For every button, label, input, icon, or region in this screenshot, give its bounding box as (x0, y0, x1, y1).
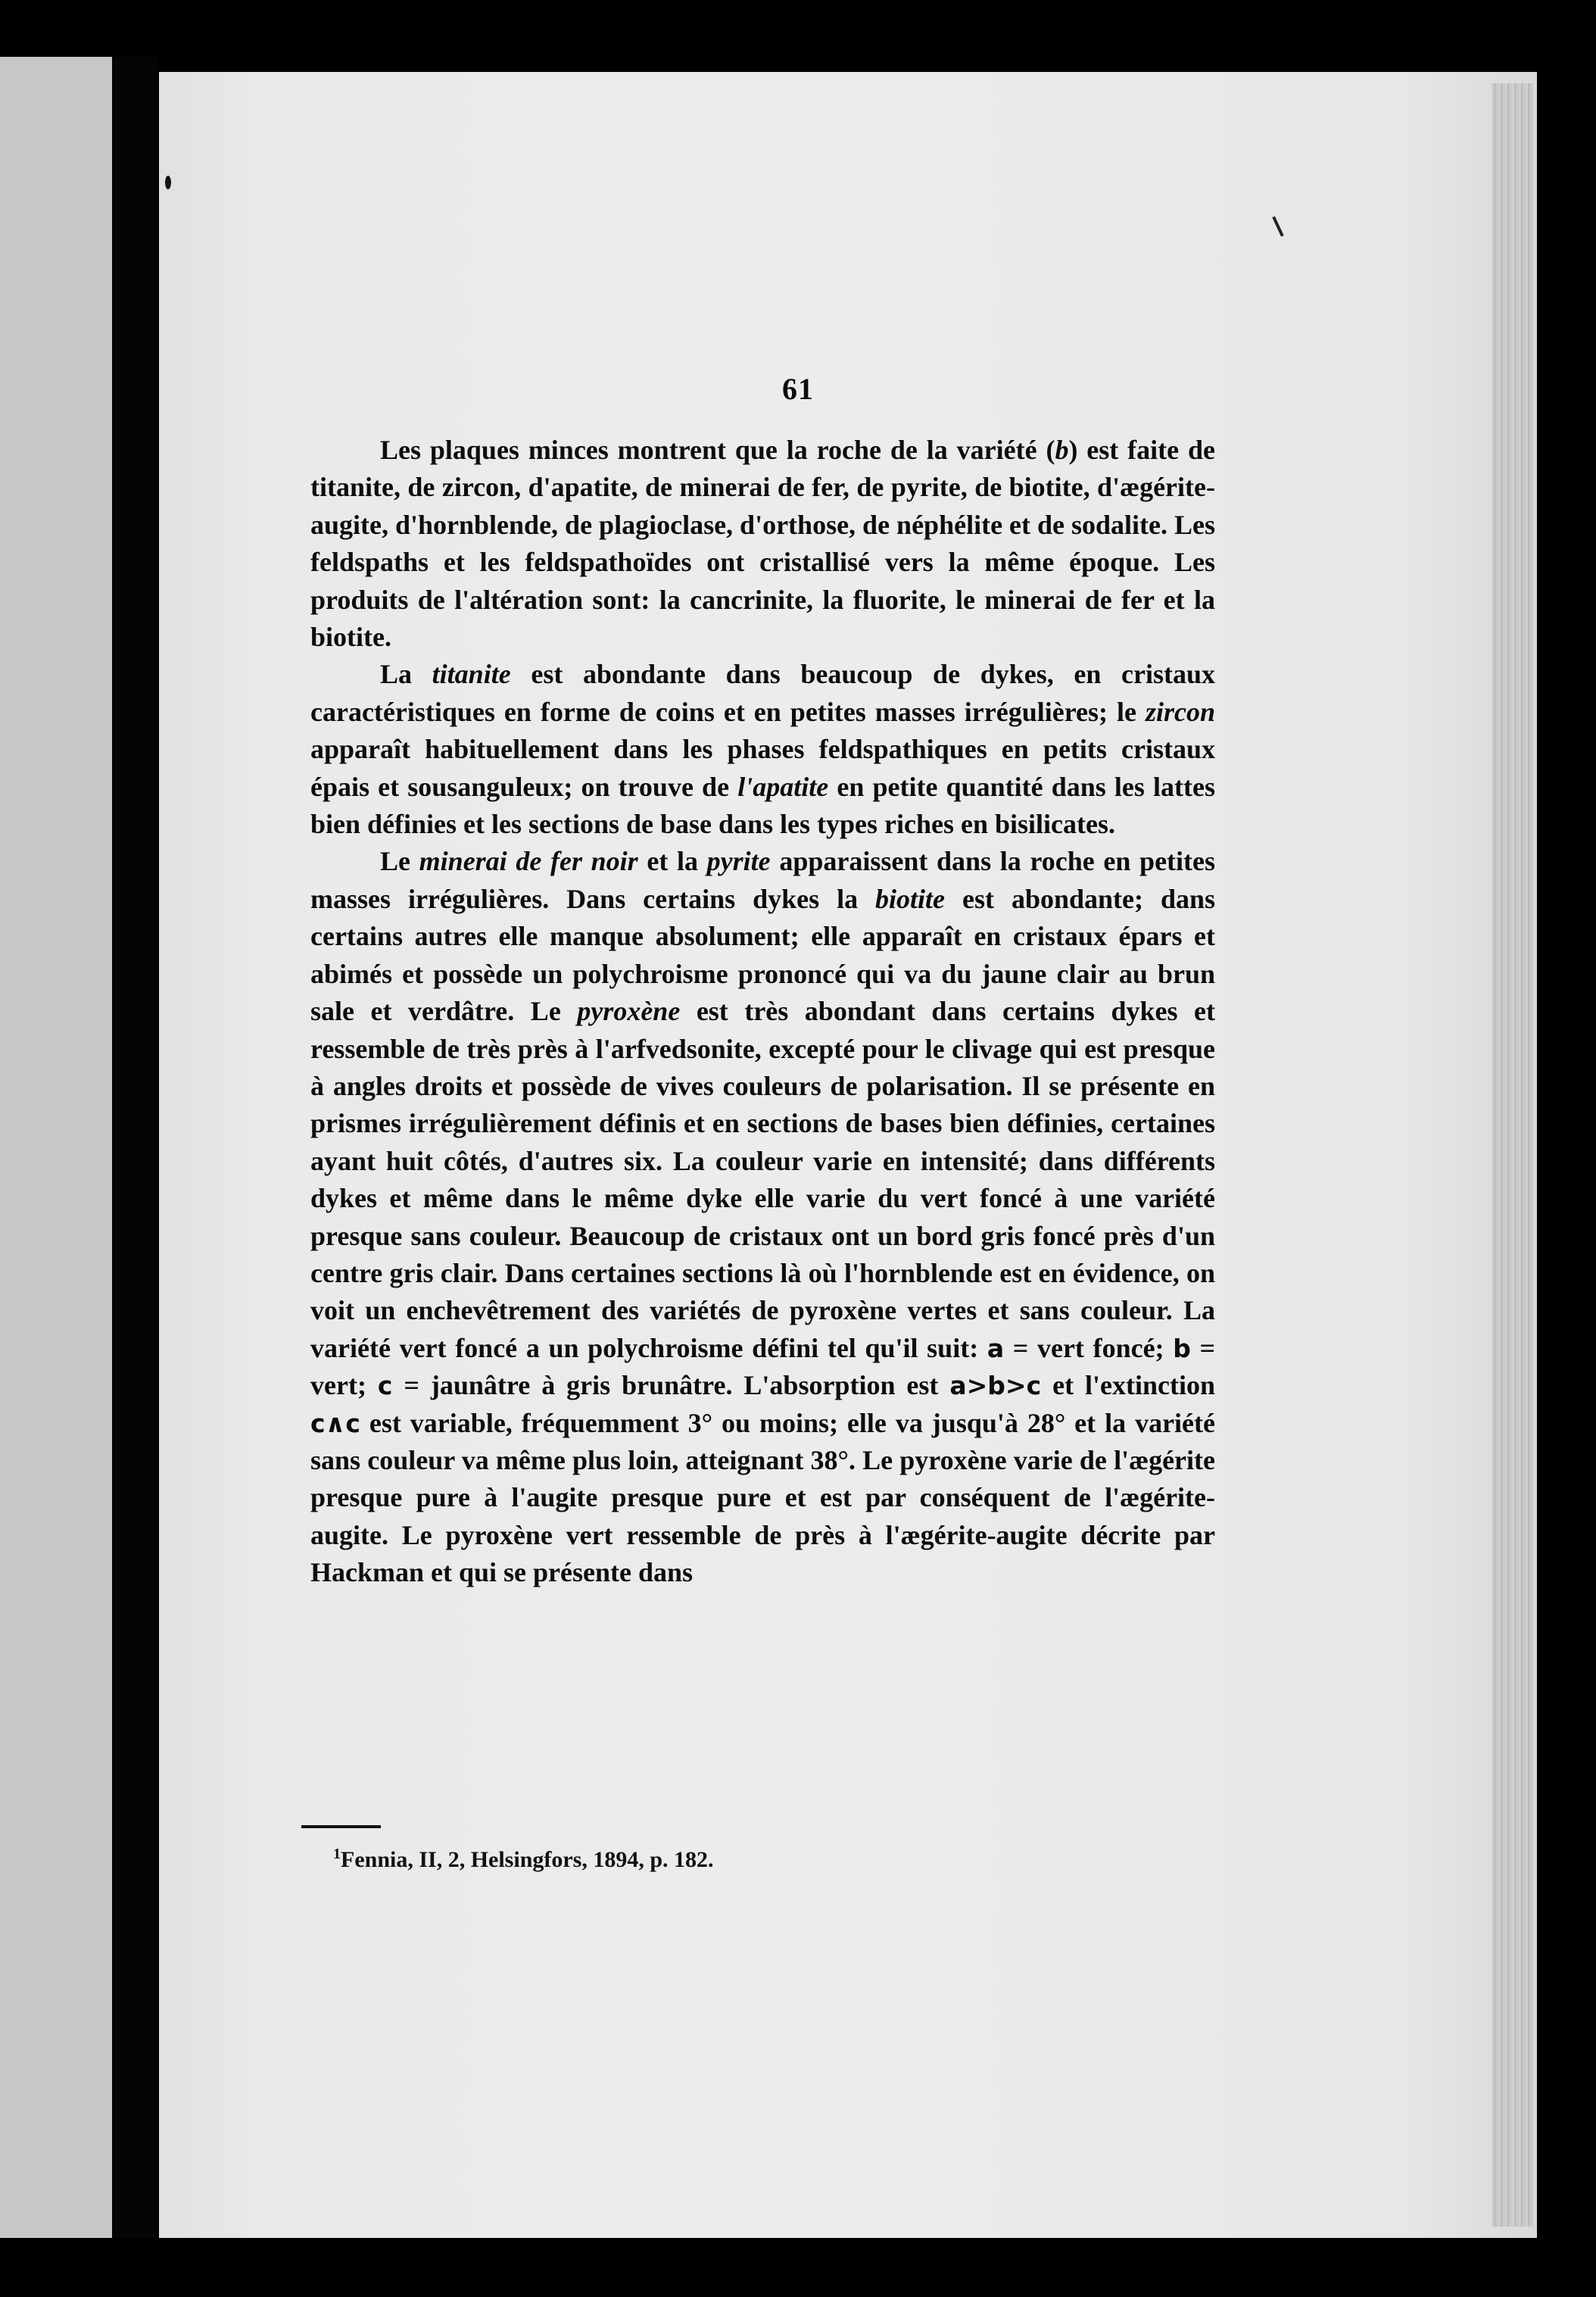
text-run: = jaunâtre à gris brunâtre. L'absorption est (392, 1370, 950, 1401)
text-run: Le (380, 846, 419, 877)
italic-term: minerai de fer noir (419, 846, 638, 877)
text-run: La (380, 659, 432, 690)
paragraph-1 (310, 432, 1215, 656)
italic-term: pyrite (706, 846, 771, 877)
text-run: en petite quantité dans les lattes bien définies et les sections de base dans les types riches en bisilicates. (310, 771, 1215, 840)
paragraph-2 (310, 656, 1215, 843)
text-run: est très abondant dans certains dykes et ressemble de très près à l'arfvedsonite, excepté pour le clivage qui est presque à angles droits et possède de vives couleurs de polarisation. Il se présente en prismes irrégulièrement définis et en sections de bases bien définies, certaines ayant huit côtés, d'autres six. La couleur varie en intensité; dans différents dykes et même dans le même dyke elle varie du vert foncé à une variété presque sans couleur. Beaucoup de cristaux ont un bord gris foncé près d'un centre gris clair. Dans certaines sections là où l'hornblende est en évidence, on voit un enchevêtrement des variétés de pyroxène vertes et sans couleur. La variété vert foncé a un polychroisme défini tel qu'il suit: (310, 996, 1215, 1363)
italic-term: pyroxène (577, 996, 681, 1027)
optic-symbol: a>b>c (949, 1371, 1042, 1401)
page-number: 61 (782, 372, 814, 406)
italic-term: zircon (1145, 696, 1215, 727)
italic-term: titanite (432, 659, 511, 690)
paragraph-3 (310, 843, 1215, 1591)
italic-term: biotite (875, 883, 946, 914)
footnote-marker: 1 (333, 1846, 341, 1862)
footnote (333, 1846, 1166, 1873)
optic-symbol: a (987, 1333, 1005, 1363)
text-run: et la (637, 846, 707, 877)
optic-symbol: b (1173, 1333, 1191, 1363)
text-run: apparaît habituellement dans les phases feldspathiques en petits cristaux épais et sousanguleux; on trouve de (310, 734, 1215, 802)
footnote-rule (301, 1825, 381, 1828)
body-text (310, 432, 1215, 1592)
optic-symbol: c∧c (310, 1408, 360, 1438)
text-run: est abondante dans beaucoup de dykes, en cristaux caractéristiques en forme de coins et en petites masses irrégulières; le (310, 659, 1216, 727)
italic-term: b (1055, 435, 1069, 465)
text-run: = vert foncé; (1004, 1332, 1174, 1363)
text-run: et l'extinction (1041, 1370, 1216, 1401)
text-run: est abondante; dans certains autres elle manque absolument; elle apparaît en cristaux épars et abimés et possède un polychroisme prononcé qui va du jaune clair au brun sale et verdâtre. Le (310, 883, 1215, 1027)
text-run: ) est faite de titanite, de zircon, d'apatite, de minerai de fer, de pyrite, de biotite, d'ægérite-augite, d'hornblende, de plagioclase, d'orthose, de néphélite et de sodalite. Les feldspaths et les feldspathoïdes ont cristallisé vers la même époque. Les produits de l'altération sont: la cancrinite, la fluorite, le minerai de fer et la biotite. (310, 435, 1216, 653)
optic-symbol: c (377, 1371, 393, 1401)
text-run: Les plaques minces montrent que la roche de la variété ( (380, 435, 1055, 465)
text-run: = vert; (310, 1332, 1216, 1401)
ink-speck (165, 176, 171, 189)
footnote-text: Fennia, II, 2, Helsingfors, 1894, p. 182. (341, 1847, 714, 1872)
text-run: apparaissent dans la roche en petites masses irrégulières. Dans certains dykes la (310, 846, 1216, 914)
text-run: est variable, fréquemment 3° ou moins; elle va jusqu'à 28° et la variété sans couleur va même plus loin, atteignant 38°. Le pyroxène varie de l'ægérite presque pure à l'augite presque pure et est par conséquent de l'ægérite-augite. Le pyroxène vert ressemble de près à l'ægérite-augite décrite par Hackman et qui se présente dans (310, 1407, 1215, 1588)
italic-term: l'apatite (737, 771, 829, 802)
